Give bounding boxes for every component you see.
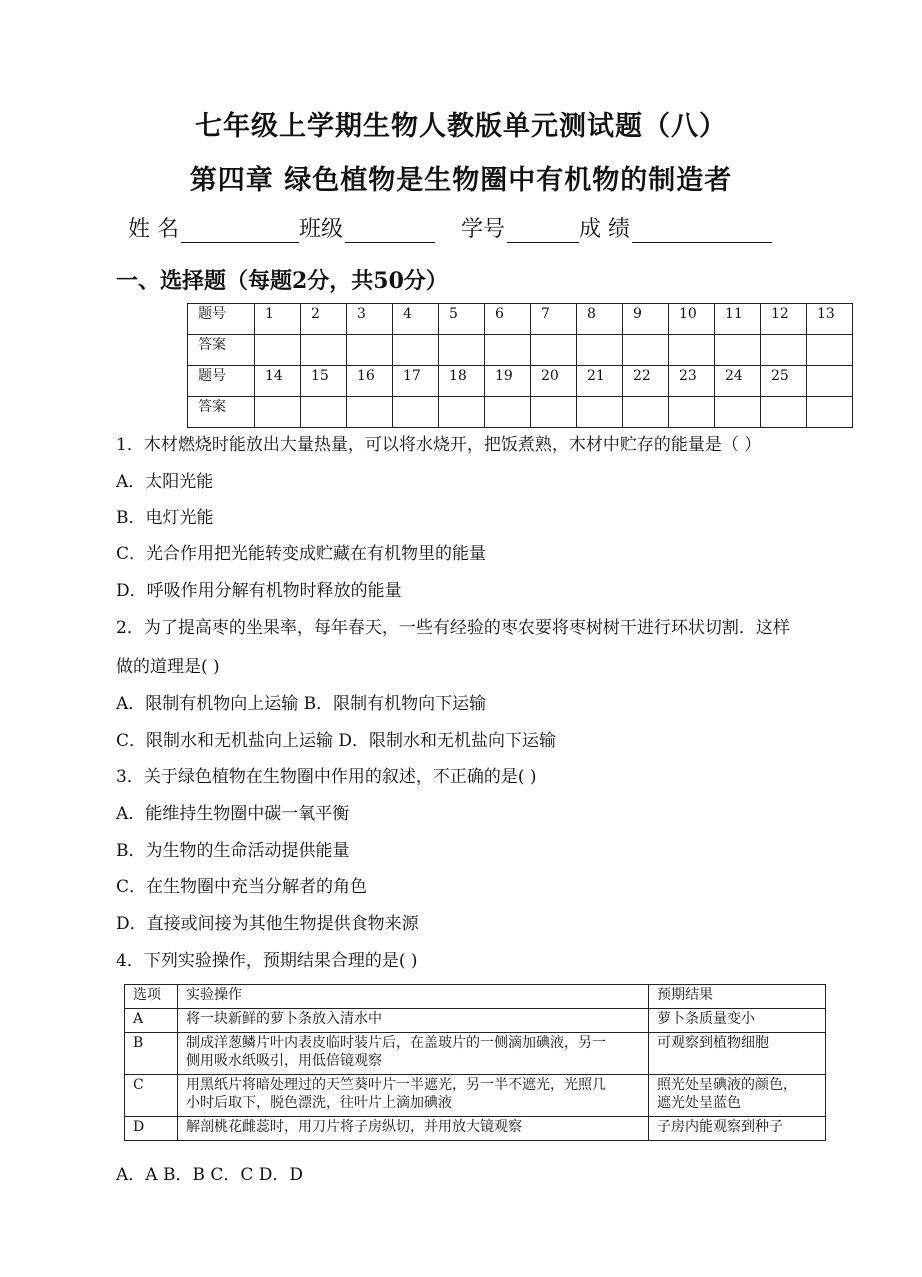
result-cell (649, 1117, 826, 1141)
result-text: 遮光处呈蓝色 (657, 1095, 741, 1111)
question-2-options-ab: A．限制有机物向上运输 B．限制有机物向下运输 (116, 694, 487, 714)
question-number-cell: 6 (485, 304, 531, 335)
table-row (125, 1075, 826, 1117)
number-blank[interactable] (507, 220, 579, 243)
question-number-cell: 5 (439, 304, 485, 335)
question-1-option-c: C．光合作用把光能转变成贮藏在有机物里的能量 (116, 544, 487, 564)
answer-cell[interactable] (347, 335, 393, 366)
question-3-option-d: D．直接或间接为其他生物提供食物来源 (116, 914, 419, 934)
question-number-cell: 20 (531, 366, 577, 397)
question-number-cell: 1 (255, 304, 301, 335)
answer-table-row (188, 366, 853, 397)
answer-cell[interactable] (577, 397, 623, 428)
class-label: 班级 (299, 217, 344, 242)
result-text: 萝卜条质量变小 (657, 1011, 755, 1027)
result-text: 子房内能观察到种子 (657, 1119, 783, 1135)
option-cell: A (125, 1009, 178, 1033)
answer-cell[interactable] (531, 397, 577, 428)
question-1-stem: 1．木材燃烧时能放出大量热量，可以将水烧开，把饭煮熟，木材中贮存的能量是（ ） (116, 435, 762, 455)
question-2-stem-line1: 2．为了提高枣的坐果率，每年春天，一些有经验的枣农要将枣树树干进行环状切割．这样 (116, 618, 790, 638)
question-number-cell: 24 (715, 366, 761, 397)
name-label: 姓 名 (128, 217, 179, 242)
answer-cell[interactable] (347, 397, 393, 428)
question-number-cell: 15 (301, 366, 347, 397)
question-3-option-b: B．为生物的生命活动提供能量 (116, 841, 350, 861)
answer-cell[interactable] (669, 397, 715, 428)
question-number-cell: 21 (577, 366, 623, 397)
chapter-title: 第四章 绿色植物是生物圈中有机物的制造者 (189, 165, 733, 196)
option-cell: B (125, 1033, 178, 1075)
answer-cell[interactable] (623, 335, 669, 366)
option-cell: D (125, 1117, 178, 1141)
answer-table-row (188, 335, 853, 366)
question-number-cell: 2 (301, 304, 347, 335)
operation-text: 小时后取下，脱色漂洗，往叶片上滴加碘液 (186, 1095, 452, 1111)
operation-cell (178, 1075, 649, 1117)
table-header-cell: 题号 (188, 304, 255, 335)
operation-text: 制成洋葱鳞片叶内表皮临时装片后，在盖玻片的一侧滴加碘液，另一 (186, 1035, 606, 1051)
question-number-cell: 17 (393, 366, 439, 397)
answer-cell[interactable] (485, 397, 531, 428)
answer-cell[interactable] (761, 335, 807, 366)
operation-text: 侧用吸水纸吸引，用低倍镜观察 (186, 1053, 382, 1069)
answer-cell[interactable] (761, 397, 807, 428)
question-number-cell: 3 (347, 304, 393, 335)
answer-table-row (188, 304, 853, 335)
result-cell (649, 1075, 826, 1117)
table-header-cell: 选项 (125, 985, 178, 1009)
question-number-cell: 11 (715, 304, 761, 335)
result-cell (649, 1033, 826, 1075)
table-header-cell: 答案 (188, 335, 255, 366)
table-header-cell: 答案 (188, 397, 255, 428)
answer-cell[interactable] (577, 335, 623, 366)
score-label: 成 绩 (579, 217, 631, 242)
question-3-stem: 3．关于绿色植物在生物圈中作用的叙述，不正确的是( ) (116, 767, 537, 787)
answer-cell[interactable] (531, 335, 577, 366)
question-1-option-a: A．太阳光能 (116, 472, 214, 492)
answer-cell[interactable] (301, 335, 347, 366)
answer-cell[interactable] (439, 397, 485, 428)
table-row (125, 1033, 826, 1075)
question-number-cell: 19 (485, 366, 531, 397)
answer-cell[interactable] (393, 335, 439, 366)
question-2-stem-line2: 做的道理是( ) (116, 657, 220, 677)
experiment-table-header-row (125, 985, 826, 1009)
answer-cell[interactable] (807, 335, 853, 366)
question-number-cell: 8 (577, 304, 623, 335)
exam-title: 七年级上学期生物人教版单元测试题（八） (195, 111, 727, 142)
class-blank[interactable] (345, 220, 435, 243)
table-row (125, 1009, 826, 1033)
operation-cell (178, 1033, 649, 1075)
question-1-option-d: D．呼吸作用分解有机物时释放的能量 (116, 581, 402, 601)
question-number-cell: 23 (669, 366, 715, 397)
answer-cell[interactable] (807, 397, 853, 428)
question-number-cell: 4 (393, 304, 439, 335)
question-4-stem: 4．下列实验操作，预期结果合理的是( ) (116, 951, 418, 971)
question-3-option-a: A．能维持生物圈中碳一氧平衡 (116, 804, 350, 824)
answer-cell[interactable] (393, 397, 439, 428)
question-number-cell: 22 (623, 366, 669, 397)
answer-cell[interactable] (439, 335, 485, 366)
answer-cell[interactable] (715, 397, 761, 428)
result-text: 可观察到植物细胞 (657, 1035, 769, 1051)
student-info-line (128, 212, 772, 243)
table-header-cell: 题号 (188, 366, 255, 397)
operation-cell (178, 1117, 649, 1141)
question-1-option-b: B．电灯光能 (116, 508, 214, 528)
answer-cell[interactable] (669, 335, 715, 366)
score-blank[interactable] (632, 220, 772, 243)
result-text: 照光处呈碘液的颜色， (657, 1077, 797, 1093)
result-cell (649, 1009, 826, 1033)
table-header-cell: 预期结果 (649, 985, 826, 1009)
question-number-cell: 14 (255, 366, 301, 397)
table-row (125, 1117, 826, 1141)
answer-cell[interactable] (301, 397, 347, 428)
section-heading: 一、选择题（每题2分，共50分） (116, 268, 448, 294)
operation-text: 将一块新鲜的萝卜条放入清水中 (186, 1011, 382, 1027)
question-number-cell: 13 (807, 304, 853, 335)
name-blank[interactable] (181, 220, 299, 243)
question-number-cell: 16 (347, 366, 393, 397)
option-cell: C (125, 1075, 178, 1117)
question-3-option-c: C．在生物圈中充当分解者的角色 (116, 877, 368, 897)
question-number-cell: 10 (669, 304, 715, 335)
answer-cell[interactable] (255, 397, 301, 428)
answer-cell[interactable] (255, 335, 301, 366)
answer-cell[interactable] (485, 335, 531, 366)
experiment-table (124, 984, 826, 1141)
operation-text: 解剖桃花雌蕊时，用刀片将子房纵切，并用放大镜观察 (186, 1119, 522, 1135)
question-number-cell: 18 (439, 366, 485, 397)
answer-table (187, 303, 853, 428)
question-number-cell: 25 (761, 366, 807, 397)
operation-text: 用黑纸片将暗处理过的天竺葵叶片一半遮光，另一半不遮光，光照几 (186, 1077, 606, 1093)
question-number-cell: 9 (623, 304, 669, 335)
answer-table-row (188, 397, 853, 428)
question-number-cell: 7 (531, 304, 577, 335)
number-label: 学号 (461, 217, 506, 242)
question-number-cell: 12 (761, 304, 807, 335)
table-header-cell: 实验操作 (178, 985, 649, 1009)
question-4-options: A．A B．B C．C D．D (116, 1165, 304, 1185)
question-number-cell (807, 366, 853, 397)
answer-cell[interactable] (623, 397, 669, 428)
question-2-options-cd: C．限制水和无机盐向上运输 D．限制水和无机盐向下运输 (116, 731, 557, 751)
answer-cell[interactable] (715, 335, 761, 366)
operation-cell (178, 1009, 649, 1033)
